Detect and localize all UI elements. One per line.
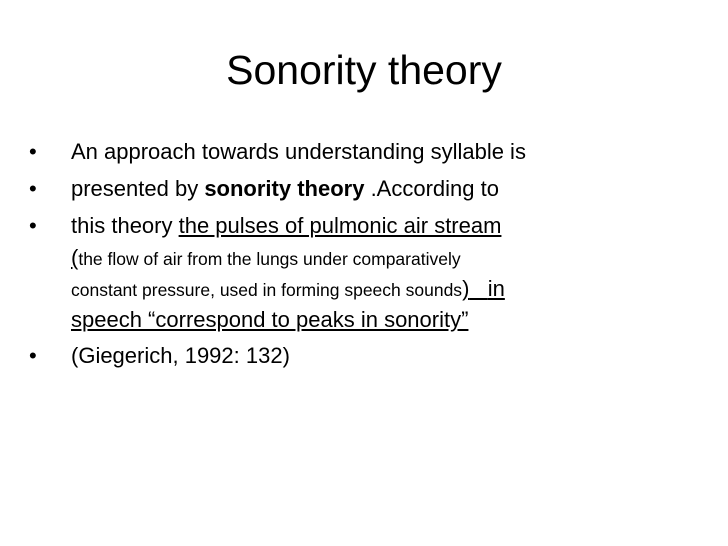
bullet-dot-icon: •	[29, 176, 37, 201]
open-paren: (	[71, 245, 79, 270]
bullet-2-prefix: presented by	[71, 176, 205, 201]
bullet-1-text: An approach towards understanding syllable is	[71, 139, 526, 164]
sonority-quote: speech “correspond to peaks in sonority”	[71, 307, 469, 332]
bullet-item-3	[29, 207, 709, 337]
bullet-list	[29, 133, 709, 374]
bullet-item-2	[29, 170, 709, 207]
citation-text: (Giegerich, 1992: 132)	[71, 343, 290, 368]
pulses-definition-link: the pulses of pulmonic air stream	[178, 213, 502, 238]
bullet-2-suffix: .According to	[364, 176, 499, 201]
slide-title: Sonority theory	[226, 47, 502, 93]
bullet-dot-icon: •	[29, 139, 37, 164]
bullet-3-prefix: this theory	[71, 213, 179, 238]
bullet-item-4	[29, 337, 709, 374]
parenthetical-text-2: constant pressure, used in forming speech sounds	[71, 280, 463, 300]
parenthetical-line-1	[71, 242, 709, 275]
parenthetical-line-2	[71, 273, 709, 306]
bullet-dot-icon: •	[29, 343, 37, 368]
close-paren: )	[462, 276, 470, 301]
sonority-theory-term: sonority theory	[204, 176, 365, 201]
bullet-dot-icon: •	[29, 213, 37, 238]
parenthetical-text-1: the flow of air from the lungs under comparatively	[78, 249, 461, 269]
bullet-item-1	[29, 133, 709, 170]
underlined-gap	[469, 276, 487, 301]
in-word: in	[487, 276, 505, 301]
